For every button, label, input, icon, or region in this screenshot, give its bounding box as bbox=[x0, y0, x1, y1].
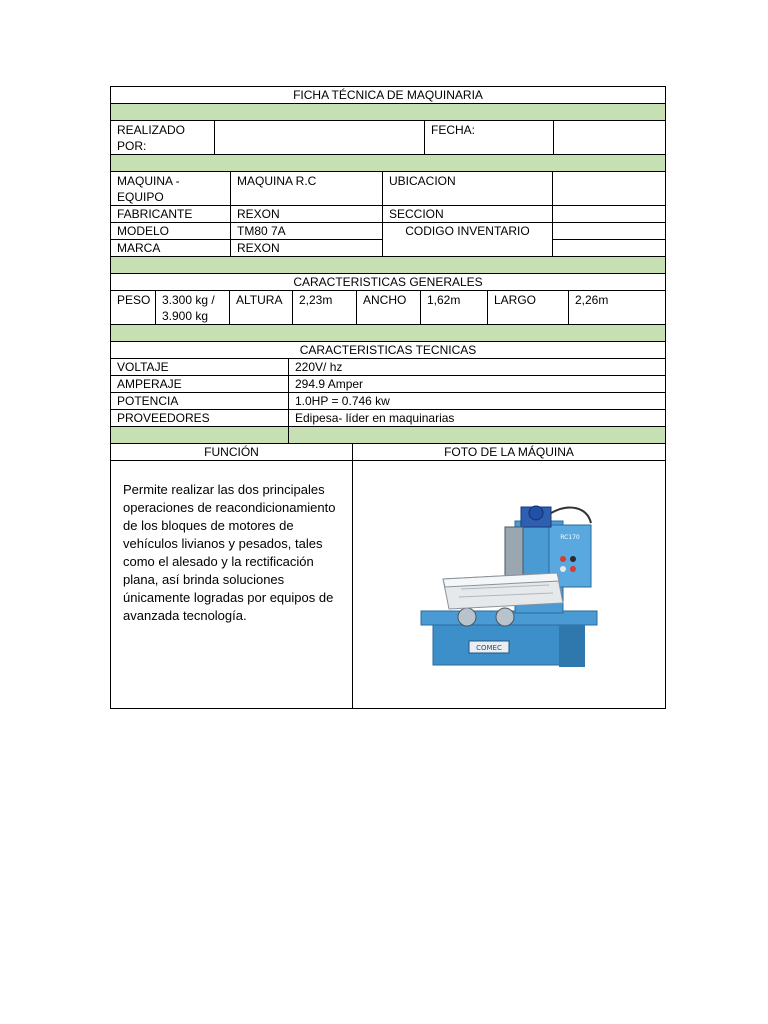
spacer-row bbox=[111, 325, 666, 342]
machine-photo bbox=[409, 499, 609, 671]
seccion-label: SECCION bbox=[383, 206, 553, 223]
marca-value: REXON bbox=[231, 240, 383, 257]
altura-value: 2,23m bbox=[293, 291, 357, 325]
fecha-label: FECHA: bbox=[425, 121, 554, 155]
seccion-field[interactable] bbox=[553, 206, 666, 223]
spacer-row bbox=[111, 257, 666, 274]
foto-title: FOTO DE LA MÁQUINA bbox=[353, 444, 666, 461]
realizado-field[interactable] bbox=[215, 121, 425, 155]
header-table bbox=[110, 86, 666, 172]
amperaje-label: AMPERAJE bbox=[111, 376, 289, 393]
spacer-row bbox=[111, 155, 666, 172]
codigo-label: CODIGO INVENTARIO bbox=[383, 223, 553, 257]
spacer-row bbox=[111, 104, 666, 121]
spacer-cell bbox=[111, 427, 289, 444]
fecha-field[interactable] bbox=[554, 121, 666, 155]
realizado-label: REALIZADO POR: bbox=[111, 121, 215, 155]
marca-label: MARCA bbox=[111, 240, 231, 257]
ubicacion-label: UBICACION bbox=[383, 172, 553, 206]
potencia-label: POTENCIA bbox=[111, 393, 289, 410]
ancho-label: ANCHO bbox=[357, 291, 421, 325]
proveedores-value: Edipesa- líder en maquinarias bbox=[289, 410, 666, 427]
fabricante-label: FABRICANTE bbox=[111, 206, 231, 223]
potencia-value: 1.0HP = 0.746 kw bbox=[289, 393, 666, 410]
altura-label: ALTURA bbox=[230, 291, 293, 325]
function-photo-table bbox=[110, 443, 666, 709]
technical-sheet bbox=[110, 86, 665, 709]
codigo-field[interactable] bbox=[553, 223, 666, 240]
codigo-field-2[interactable] bbox=[553, 240, 666, 257]
handwheel-icon bbox=[458, 608, 476, 626]
function-cell bbox=[111, 461, 353, 709]
maquina-label: MAQUINA - EQUIPO bbox=[111, 172, 231, 206]
tecnicas-title: CARACTERISTICAS TECNICAS bbox=[111, 342, 666, 359]
function-description: Permite realizar las dos principales operaciones de reacondicionamiento de los bloques de motores de vehículos livianos y pesados, tales como el alesado y la rectificación plana, así brinda soluciones únicamente logradas por equipos de avanzada tecnología. bbox=[123, 482, 336, 623]
ubicacion-field[interactable] bbox=[553, 172, 666, 206]
modelo-label: MODELO bbox=[111, 223, 231, 240]
peso-label: PESO bbox=[111, 291, 156, 325]
generales-title: CARACTERISTICAS GENERALES bbox=[111, 274, 666, 291]
machine-photo-cell bbox=[353, 461, 666, 709]
maquina-value: MAQUINA R.C bbox=[231, 172, 383, 206]
title-row bbox=[111, 87, 666, 104]
modelo-value: TM80 7A bbox=[231, 223, 383, 240]
technical-characteristics-table bbox=[110, 341, 666, 444]
machine-logo-text: COMEC bbox=[476, 643, 502, 652]
general-characteristics-table bbox=[110, 273, 666, 342]
amperaje-value: 294.9 Amper bbox=[289, 376, 666, 393]
fabricante-value: REXON bbox=[231, 206, 383, 223]
machine-info-table bbox=[110, 171, 666, 274]
voltaje-value: 220V/ hz bbox=[289, 359, 666, 376]
machine-panel-text: RC170 bbox=[560, 533, 580, 541]
spacer-cell bbox=[289, 427, 666, 444]
page-title: FICHA TÉCNICA DE MAQUINARIA bbox=[111, 87, 666, 104]
largo-value: 2,26m bbox=[569, 291, 666, 325]
funcion-title: FUNCIÓN bbox=[111, 444, 353, 461]
proveedores-label: PROVEEDORES bbox=[111, 410, 289, 427]
largo-label: LARGO bbox=[488, 291, 569, 325]
realizado-row bbox=[111, 121, 666, 155]
voltaje-label: VOLTAJE bbox=[111, 359, 289, 376]
handwheel-icon bbox=[496, 608, 514, 626]
peso-value: 3.300 kg / 3.900 kg bbox=[156, 291, 230, 325]
ancho-value: 1,62m bbox=[421, 291, 488, 325]
